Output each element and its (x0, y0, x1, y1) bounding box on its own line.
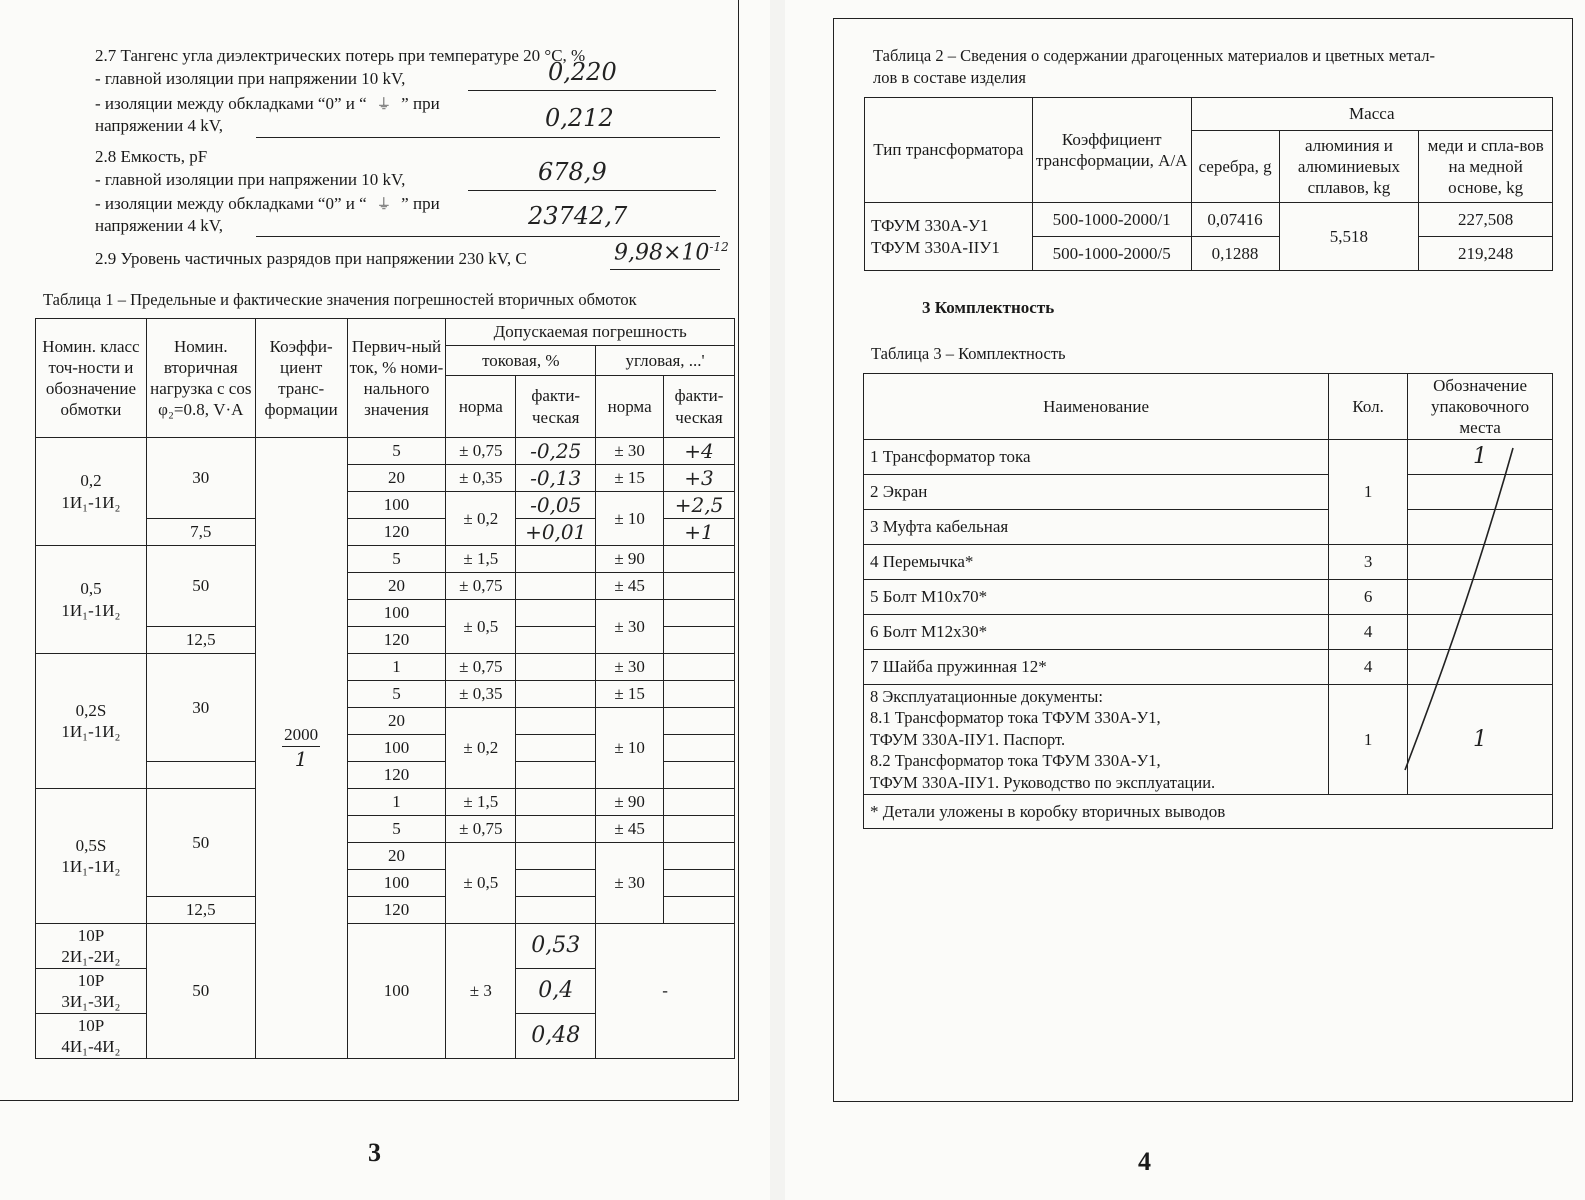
t1-fact-empty (664, 816, 735, 843)
t1-class-value: 0,2 (80, 471, 102, 491)
item-2-8-volt: напряжении 4 kV, (95, 216, 224, 235)
t3-docs-line: ТФУМ 330А-ІІУ1. Руководство по эксплуатации. (870, 772, 1216, 792)
t1-header-primary: Первич-ный ток, % номи-нального значения (347, 319, 446, 438)
t2-silver: 0,1288 (1191, 237, 1279, 271)
t1-fact-handwritten: +1 (664, 519, 735, 546)
t2-alu: 5,518 (1279, 203, 1419, 271)
item-2-7-volt-value: 0,212 (545, 104, 614, 132)
t1-header-load: Номин. вторичная нагрузка с cos φ₂=0.8, V·A (146, 319, 255, 438)
t1-load-cell: 50 (146, 546, 255, 627)
t3-qty: 1 (1329, 440, 1408, 545)
handwritten-slash-mark (1395, 440, 1535, 780)
t2-coef: 500-1000-2000/5 (1032, 237, 1191, 271)
t1-fact-empty (516, 735, 596, 762)
t1-header-current: токовая, % (446, 346, 596, 376)
t3-item-name: 1 Трансформатор тока (864, 440, 1329, 475)
t1-norm: ± 0,2 (446, 708, 516, 789)
t3-qty: 4 (1329, 650, 1408, 685)
item-2-7-between-end: ” при (401, 94, 440, 113)
t1-winding-value: 4И₁-4И₂ (61, 1037, 121, 1056)
t1-norm: ± 1,5 (446, 546, 516, 573)
t1-primary: 20 (347, 843, 446, 870)
t1-norm: ± 0,2 (446, 492, 516, 546)
t1-fact-empty (516, 843, 596, 870)
item-2-9-value (614, 240, 729, 265)
right-page (785, 0, 1585, 1200)
t1-fact-empty (516, 600, 596, 627)
t2-silver: 0,07416 (1191, 203, 1279, 237)
t3-docs-line: ТФУМ 330А-ІІУ1. Паспорт. (870, 729, 1066, 749)
t1-norm: ± 0,75 (446, 654, 516, 681)
t1-fact-empty (664, 789, 735, 816)
t1-primary: 100 (347, 735, 446, 762)
t1-winding-value: 2И₁-2И₂ (61, 947, 121, 966)
t1-winding-value: 1И₁-1И₂ (61, 600, 121, 620)
item-2-9: 2.9 Уровень частичных разрядов при напряжении 230 kV, С (95, 249, 527, 268)
item-2-8-main: - главной изоляции при напряжении 10 kV, (95, 170, 406, 189)
t1-fact-handwritten: -0,13 (516, 465, 596, 492)
t1-class-value: 10P (77, 1015, 105, 1035)
t1-fact-empty (516, 573, 596, 600)
t1-fact-empty (664, 654, 735, 681)
t1-fact-empty (516, 546, 596, 573)
t1-primary: 120 (347, 519, 446, 546)
t1-header-coef: Коэффи-циент транс-формации (255, 319, 347, 438)
t1-norm: ± 0,75 (446, 438, 516, 465)
table2-caption-line1: Таблица 2 – Сведения о содержании драгоценных материалов и цветных метал- (873, 46, 1435, 65)
t1-class-cell (36, 969, 147, 1014)
t2-header-mass: Масса (1191, 98, 1552, 131)
t1-header-norm: норма (596, 376, 664, 438)
item-2-8-between-text: - изоляции между обкладками “0” и “ (95, 194, 367, 213)
t1-header-fact: факти-ческая (664, 376, 735, 438)
t1-fact-empty (516, 708, 596, 735)
t1-fact-empty (664, 708, 735, 735)
t1-class-cell (36, 438, 147, 546)
item-2-8-volt-value: 23742,7 (528, 202, 628, 230)
t1-norm: ± 0,75 (446, 573, 516, 600)
t1-fact-empty (516, 789, 596, 816)
t1-primary: 120 (347, 897, 446, 924)
t1-norm: ± 0,35 (446, 681, 516, 708)
item-2-7-title: 2.7 Тангенс угла диэлектрических потерь при температуре 20 °С, % (95, 46, 586, 65)
t1-fact-empty (516, 627, 596, 654)
t1-norm: ± 30 (596, 600, 664, 654)
section-3-heading: 3 Комплектность (922, 298, 1055, 317)
t1-primary: 5 (347, 816, 446, 843)
t1-fact-empty (664, 627, 735, 654)
t3-docs-line: 8.1 Трансформатор тока ТФУМ 330А-У1, (870, 708, 1161, 728)
t1-class-cell (36, 546, 147, 654)
t1-fact-empty (516, 897, 596, 924)
t3-item-name: 6 Болт М12х30* (864, 615, 1329, 650)
table1 (35, 318, 735, 1059)
t3-qty: 3 (1329, 545, 1408, 580)
t3-pack-handwritten: 1 (1408, 440, 1553, 475)
t1-primary: 20 (347, 708, 446, 735)
t1-primary: 20 (347, 465, 446, 492)
item-2-7-volt-line (256, 115, 720, 138)
t1-fact-empty (516, 654, 596, 681)
t1-class-cell (36, 924, 147, 969)
t1-class-value: 0,2S (75, 700, 107, 720)
t1-norm: ± 45 (596, 816, 664, 843)
item-2-8-main-value: 678,9 (538, 158, 607, 186)
t1-norm: ± 0,5 (446, 843, 516, 924)
t1-primary: 100 (347, 600, 446, 627)
t1-load-cell: 12,5 (146, 897, 255, 924)
t1-norm: ± 15 (596, 465, 664, 492)
t2-type-2: ТФУМ 330А-ІІУ1 (871, 237, 1000, 257)
t1-norm: ± 1,5 (446, 789, 516, 816)
t1-load-cell-empty (146, 762, 255, 789)
item-2-7-main-value: 0,220 (548, 58, 617, 86)
t3-pack-handwritten: 1 (1408, 685, 1553, 795)
t1-class-value: 0,5 (80, 579, 102, 599)
t1-class-cell (36, 654, 147, 789)
t1-fact-empty (516, 870, 596, 897)
t1-class-value: 10P (77, 970, 105, 990)
item-2-7-main: - главной изоляции при напряжении 10 kV, (95, 69, 406, 88)
t1-norm: ± 0,35 (446, 465, 516, 492)
t2-header-copper: меди и спла-вов на медной основе, kg (1419, 131, 1553, 203)
t1-fact-empty (664, 870, 735, 897)
t1-winding-value: 3И₁-3И₂ (61, 992, 121, 1011)
t1-coef-numerator: 2000 (282, 724, 320, 746)
t1-class-cell (36, 789, 147, 924)
t2-header-silver: серебра, g (1191, 131, 1279, 203)
t2-coef: 500-1000-2000/1 (1032, 203, 1191, 237)
t1-fact-empty (516, 762, 596, 789)
t1-primary: 100 (347, 870, 446, 897)
t1-fact-handwritten: -0,05 (516, 492, 596, 519)
t1-fact-empty (664, 735, 735, 762)
ground-icon: ⏚ (376, 97, 392, 113)
t1-primary: 100 (347, 492, 446, 519)
item-2-8-title: 2.8 Емкость, pF (95, 147, 208, 166)
t1-winding-value: 1И₁-1И₂ (61, 492, 121, 512)
t1-header-angle: угловая, ...' (596, 346, 735, 376)
t3-header-pack: Обозначение упаковочного места (1408, 374, 1553, 440)
t1-fact-empty (664, 573, 735, 600)
t3-qty: 6 (1329, 580, 1408, 615)
t1-fact-handwritten: 0,4 (516, 969, 596, 1014)
t1-fact-empty (664, 897, 735, 924)
item-2-8-between-end: ” при (401, 194, 440, 213)
t1-fact-empty (516, 681, 596, 708)
t1-class-value: 10P (77, 925, 105, 945)
t1-winding-value: 1И₁-1И₂ (61, 722, 121, 741)
t1-primary: 5 (347, 438, 446, 465)
t1-primary: 100 (347, 924, 446, 1059)
t1-fact-empty (664, 681, 735, 708)
t1-load-cell: 30 (146, 654, 255, 762)
item-2-8-volt-line (256, 214, 720, 237)
t1-fact-empty (664, 546, 735, 573)
t1-header-fact: факти-ческая (516, 376, 596, 438)
t1-norm: ± 10 (596, 708, 664, 789)
t1-fact-empty (664, 600, 735, 627)
t1-fact-handwritten: 0,53 (516, 924, 596, 969)
item-2-7-between (95, 93, 440, 114)
t3-docs-line: 8.2 Трансформатор тока ТФУМ 330А-У1, (870, 751, 1161, 771)
t3-item-name: 7 Шайба пружинная 12* (864, 650, 1329, 685)
page-number-left: 3 (368, 1138, 381, 1167)
t1-load-cell: 30 (146, 438, 255, 519)
t1-primary: 5 (347, 546, 446, 573)
t3-item-name: 3 Муфта кабельная (864, 510, 1329, 545)
table2-caption-line2: лов в составе изделия (873, 68, 1026, 87)
t1-norm: ± 30 (596, 654, 664, 681)
t1-fact-handwritten: +4 (664, 438, 735, 465)
table1-caption: Таблица 1 – Предельные и фактические значения погрешностей вторичных обмоток (43, 290, 637, 309)
t1-coef-denominator: 1 (294, 746, 308, 771)
t2-header-alu: алюминия и алюминиевых сплавов, kg (1279, 131, 1419, 203)
t1-norm: ± 90 (596, 546, 664, 573)
t1-primary: 120 (347, 762, 446, 789)
t2-copper: 227,508 (1419, 203, 1553, 237)
t3-docs-line: 8 Эксплуатационные документы: (870, 686, 1103, 706)
t1-fact-handwritten: +0,01 (516, 519, 596, 546)
left-page (0, 0, 770, 1200)
t3-header-qty: Кол. (1329, 374, 1408, 440)
t1-primary: 20 (347, 573, 446, 600)
item-2-7-volt: напряжении 4 kV, (95, 116, 224, 135)
t1-fact-empty (516, 816, 596, 843)
t1-norm: ± 45 (596, 573, 664, 600)
t1-fact-empty (664, 762, 735, 789)
page-number-right: 4 (1138, 1147, 1151, 1176)
t1-norm: ± 30 (596, 438, 664, 465)
t1-primary: 120 (347, 627, 446, 654)
item-2-9-mantissa: 9,98×10 (614, 240, 710, 266)
t1-norm: ± 30 (596, 843, 664, 924)
t3-item-name: 4 Перемычка* (864, 545, 1329, 580)
t1-primary: 5 (347, 681, 446, 708)
t1-norm: ± 0,75 (446, 816, 516, 843)
t1-norm: ± 3 (446, 924, 516, 1059)
t1-fact-empty (664, 843, 735, 870)
t1-angle-dash: - (596, 924, 735, 1059)
t1-primary: 1 (347, 654, 446, 681)
t1-load-cell: 7,5 (146, 519, 255, 546)
item-2-9-exponent: -12 (709, 240, 729, 254)
t3-qty: 4 (1329, 615, 1408, 650)
t3-item-docs (864, 685, 1329, 795)
t1-norm: ± 90 (596, 789, 664, 816)
t1-class-cell (36, 1014, 147, 1059)
t2-copper: 219,248 (1419, 237, 1553, 271)
t1-norm: ± 0,5 (446, 600, 516, 654)
t1-load-cell: 12,5 (146, 627, 255, 654)
t1-norm: ± 10 (596, 492, 664, 546)
ground-icon: ⏚ (376, 197, 392, 213)
t1-header-class: Номин. класс точ-ности и обозначение обмотки (36, 319, 147, 438)
t1-fact-handwritten: +2,5 (664, 492, 735, 519)
t2-type-cell (865, 203, 1033, 271)
t2-header-coef: Коэффициент трансформации, A/A (1032, 98, 1191, 203)
item-2-7-between-text: - изоляции между обкладками “0” и “ (95, 94, 367, 113)
t1-load-cell: 50 (146, 924, 255, 1059)
t1-fact-handwritten: +3 (664, 465, 735, 492)
t2-type-1: ТФУМ 330А-У1 (871, 216, 989, 236)
t1-winding-value: 1И₁-1И₂ (61, 857, 121, 876)
t3-item-name: 5 Болт М10х70* (864, 580, 1329, 615)
table3-caption: Таблица 3 – Комплектность (871, 344, 1066, 363)
t1-fact-handwritten: 0,48 (516, 1014, 596, 1059)
t3-footnote: * Детали уложены в коробку вторичных выводов (864, 795, 1553, 829)
t3-qty: 1 (1329, 685, 1408, 795)
t1-load-cell: 50 (146, 789, 255, 897)
t1-primary: 1 (347, 789, 446, 816)
table2 (864, 97, 1553, 271)
t3-header-name: Наименование (864, 374, 1329, 440)
t1-header-error: Допускаемая погрешность (446, 319, 735, 346)
t1-fact-handwritten: -0,25 (516, 438, 596, 465)
item-2-8-between (95, 193, 440, 214)
t1-coef-cell (255, 438, 347, 1059)
t1-class-value: 0,5S (75, 835, 107, 855)
t1-header-norm: норма (446, 376, 516, 438)
t2-header-type: Тип трансформатора (865, 98, 1033, 203)
t3-item-name: 2 Экран (864, 475, 1329, 510)
t1-norm: ± 15 (596, 681, 664, 708)
